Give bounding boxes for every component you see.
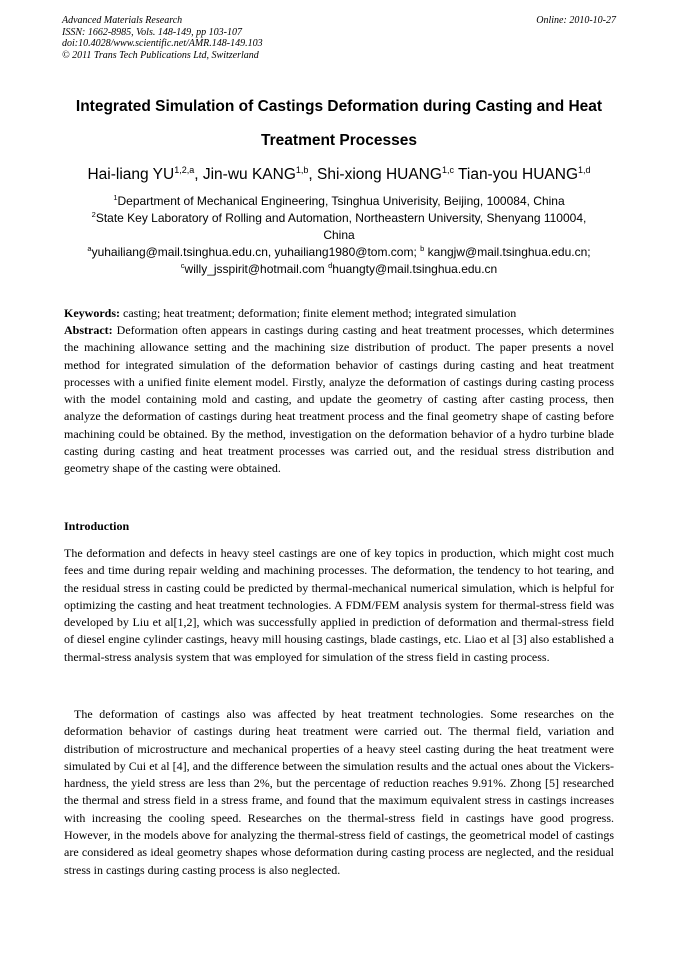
email-superscript: d [328, 261, 333, 270]
email-superscript: a [87, 244, 92, 253]
online-date: Online: 2010-10-27 [536, 15, 616, 26]
section-heading-introduction: Introduction [64, 519, 130, 533]
affiliation-superscript: 2 [91, 210, 96, 219]
author-name: Jin-wu KANG [202, 166, 296, 183]
keywords-text: casting; heat treatment; deformation; finite element method; integrated simulation [123, 306, 517, 320]
journal-name: Advanced Materials Research [62, 15, 183, 26]
email-address[interactable]: yuhailiang@mail.tsinghua.edu.cn, yuhailiang1980@tom.com; [91, 245, 417, 259]
email-superscript: b [420, 244, 425, 253]
affiliation-text: Department of Mechanical Engineering, Tsinghua Univerisity, Beijing, 100084, China [117, 194, 565, 208]
author-name: Tian-you HUANG [457, 166, 578, 183]
affiliations [40, 193, 638, 278]
email-superscript: c [180, 261, 185, 270]
affiliation-line [40, 227, 638, 244]
paper-title: Integrated Simulation of Castings Deformation during Casting and Heat Treatment Processes [75, 98, 603, 149]
author-list: Hai-liang YU$^{1,2,a}$, Jin-wu KANG$^{1,b}$, Shi-xiong HUANG$^{1,c}$ Tian-you HUANG$^{1,d}$ [87, 165, 591, 183]
journal-header [62, 15, 622, 61]
affiliation-line [40, 193, 638, 210]
author-name: Hai-liang YU [87, 166, 175, 183]
keywords [64, 305, 614, 322]
email-address[interactable]: kangjw@mail.tsinghua.edu.cn; [427, 245, 591, 259]
author-name: Shi-xiong HUANG [317, 166, 442, 183]
affiliation-superscript: 1 [113, 193, 118, 202]
author-superscript: 1,d [578, 165, 591, 175]
introduction-paragraph-1: The deformation and defects in heavy steel castings are one of key topics in production, which might cost much fees and time during repair welding and machining processes. The deformation, the tendency to hot tearing, and the residual stress in casting could be predicted by thermal-mechanical numerical simulation, which is helpful for optimizing the casting and heat treatment technologies. A FDM/FEM analysis system for thermal-stress field was developed by Liu et al[1,2], which was successfully applied in prediction of deformation and thermal-stress field of diesel engine cylinder castings, heavy mill housing castings, blade castings, etc. Liao et al [3] also established a thermal-stress analysis system that was employed for simulation of the stress field in casting process. [64, 546, 614, 664]
abstract [64, 322, 614, 478]
author-superscript: 1,2,a [174, 165, 195, 175]
keywords-label: Keywords: [64, 306, 120, 320]
affiliation-text: China [323, 228, 355, 242]
introduction-paragraph-2: The deformation of castings also was affected by heat treatment technologies. Some researches on the deformation behavior of castings during heat treatment were carried out. The thermal field, variation and distribution of microstructure and mechanical properties of a heavy steel casting during the heat treatment were simulated by Cui et al [4], and the difference between the simulation results and the actual ones about the Vickers-hardness, the yield stress are less than 2%, but the percentage of reduction reaches 9.91%. Zhong [5] researched the thermal and stress field in a stress frame, and found that the maximum equivalent stress in castings increases with increasing the cooling speed. Researches on the thermal-stress field in castings have good progress. However, in the models above for analyzing the thermal-stress field of castings, the geometrical model of castings are considered as ideal geometry shapes whose deformation during casting process are neglected, and the residual stress in castings during casting process is also neglected. [64, 707, 614, 877]
email-line [40, 244, 638, 261]
email-address[interactable]: willy_jsspirit@hotmail.com [184, 262, 325, 276]
email-address[interactable]: huangty@mail.tsinghua.edu.cn [332, 262, 498, 276]
email-line [40, 261, 638, 278]
affiliation-line [40, 210, 638, 227]
affiliation-text: State Key Laboratory of Rolling and Automation, Northeastern University, Shenyang 110004, [95, 211, 587, 225]
journal-doi: doi:10.4028/www.scientific.net/AMR.148-149.103 [62, 38, 263, 49]
abstract-text: Deformation often appears in castings during casting and heat treatment processes, which determines the machining allowance setting and the machining size distribution of product. The paper presents a novel method for integrated simulation of the deformation behavior of castings during casting and heat treatment processes with a unified finite element model. Firstly, analyze the deformation of castings during casting process with the model containing mold and casting, and update the geometry of casting after casting process, then analyze the deformation of castings during heat treatment process and the final geometry shape of casting before machining could be obtained. By the method, investigation on the deformation behavior of a hydro turbine blade casting during casting and heat treatment processes was carried out, and the residual stress distribution and geometry shape of the casting were obtained. [64, 323, 615, 476]
journal-copyright: © 2011 Trans Tech Publications Ltd, Switzerland [62, 49, 259, 61]
abstract-label: Abstract: [64, 323, 113, 337]
author-superscript: 1,c [441, 165, 454, 175]
journal-issn: ISSN: 1662-8985, Vols. 148-149, pp 103-107 [62, 26, 242, 38]
author-superscript: 1,b [295, 165, 309, 175]
